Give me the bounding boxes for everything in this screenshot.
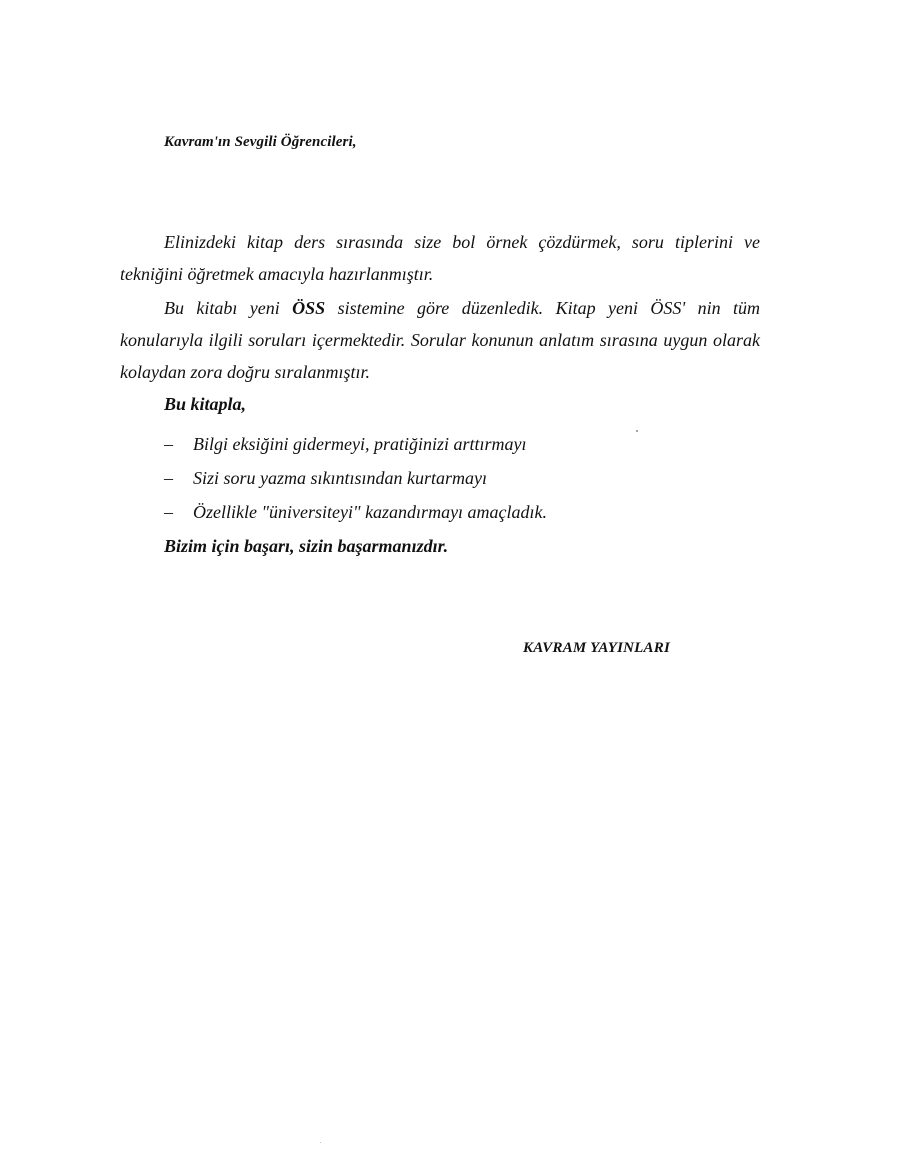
list-dash: – xyxy=(164,434,173,454)
salutation: Kavram'ın Sevgili Öğrencileri, xyxy=(164,134,357,150)
closing-line: Bizim için başarı, sizin başarmanızdır. xyxy=(164,536,449,556)
oss-bold-term: ÖSS xyxy=(292,298,326,318)
signature: KAVRAM YAYINLARI xyxy=(523,640,670,656)
paragraph-intro: Elinizdeki kitap ders sırasında size bol örnek çözdürmek, soru tiplerini ve tekniğini öğretmek amacıyla hazırlanmıştır. xyxy=(120,232,760,284)
list-dash: – xyxy=(164,502,173,522)
paragraph-oss xyxy=(120,292,760,388)
list-heading: Bu kitapla, xyxy=(164,394,247,414)
paragraph-oss-after: sistemine göre düzenledik. Kitap yeni ÖSS' nin tüm konularıyla ilgili soruları içermektedir. Sorular konunun anlatım sırasına uygun olarak kolaydan zora doğru sıralanmıştır. xyxy=(120,298,760,382)
list-item xyxy=(164,496,547,530)
paragraph-oss-before: Bu kitabı yeni xyxy=(164,298,293,318)
scan-speck xyxy=(320,1142,321,1143)
list-item-text: Bilgi eksiğini gidermeyi, pratiğinizi arttırmayı xyxy=(193,434,527,454)
list-item-text: Özellikle "üniversiteyi" kazandırmayı amaçladık. xyxy=(193,502,548,522)
goals-list xyxy=(164,428,547,530)
scan-speck xyxy=(636,430,638,432)
list-item xyxy=(164,462,547,496)
list-item xyxy=(164,428,547,462)
list-item-text: Sizi soru yazma sıkıntısından kurtarmayı xyxy=(193,468,488,488)
list-dash: – xyxy=(164,468,173,488)
